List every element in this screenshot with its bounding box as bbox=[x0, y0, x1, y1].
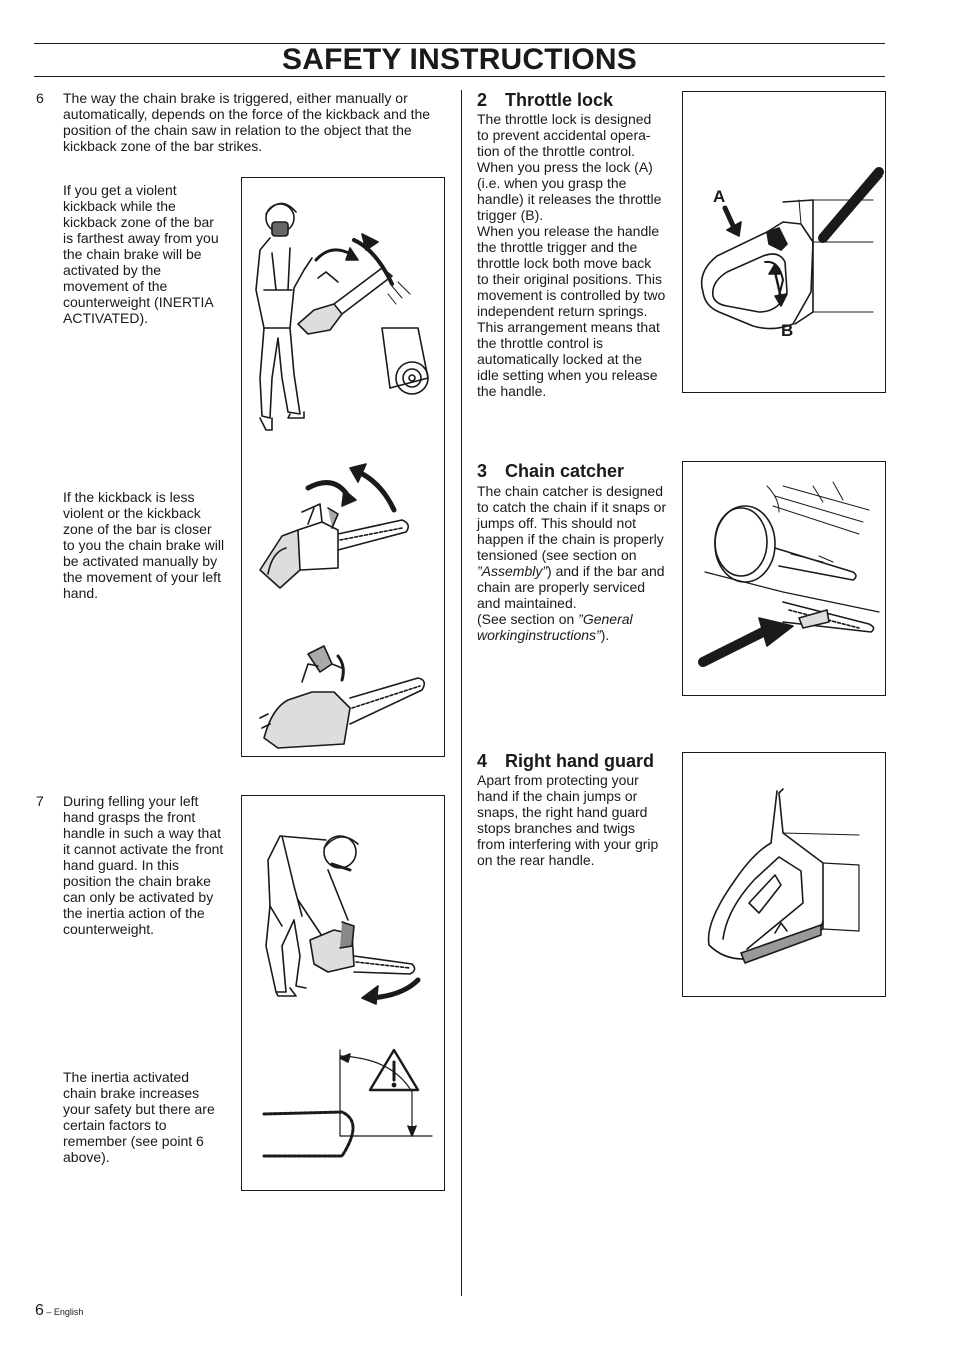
throttle-lock-heading: 2 Throttle lock bbox=[477, 90, 614, 110]
less-violent-kickback-text: If the kickback is less violent or the kickback zone of the bar is closer to you the chain brake will be activated manually by the movement of your left hand. bbox=[63, 489, 225, 601]
felling-illustration bbox=[241, 795, 445, 1191]
right-hand-guard-text: Apart from protecting your hand if the chain jumps or snaps, the right hand guard stops branches and twigs from interfering with your grip on the rear handle. bbox=[477, 772, 659, 868]
page-number: 6 bbox=[35, 1302, 44, 1319]
chain-catcher-drawing bbox=[683, 462, 886, 696]
chain-catcher-heading: 3 Chain catcher bbox=[477, 461, 625, 481]
felling-drawing bbox=[242, 796, 445, 1191]
throttle-lock-text: The throttle lock is designed to prevent accidental opera- tion of the throttle control. When you press the lock (A) (i.e. when you grasp the handle) it releases the throttle trigger (B). When you release the handle the throttle trigger and the throttle lock both move back to their original positions. This movement is controlled by two independent return springs. This arrangement means that the throttle control is automatically locked at the idle setting when you release the handle. bbox=[477, 111, 666, 399]
chain-catcher-text: The chain catcher is designed to catch the chain if it snaps or jumps off. This should not happen if the chain is properly tensioned (see section on ”Assembly”) and if the bar and chain are properly serviced and maintained. (See section on ”General workinginstructions”). bbox=[477, 483, 667, 643]
kickback-illustration bbox=[241, 177, 445, 757]
item-7-number: 7 bbox=[36, 793, 44, 809]
label-b: B bbox=[781, 321, 794, 340]
header-bottom-rule bbox=[34, 76, 885, 77]
inertia-text: The inertia activated chain brake increases your safety but there are certain factors to remember (see point 6 above). bbox=[63, 1069, 215, 1165]
right-hand-guard-heading: 4 Right hand guard bbox=[477, 751, 654, 771]
right-hand-guard-drawing bbox=[683, 753, 886, 997]
page-footer bbox=[35, 1302, 83, 1320]
item-6-number: 6 bbox=[36, 90, 44, 106]
item-6-text: The way the chain brake is triggered, either manually or automatically, depends on the force of the kickback and the position of the chain saw in relation to the object that the kickback zone of the bar strikes. bbox=[63, 90, 431, 154]
chain-catcher-illustration bbox=[682, 461, 886, 696]
violent-kickback-text: If you get a violent kickback while the kickback zone of the bar is farthest away from you the chain brake will be activated by the movement of the counterweight (INERTIA ACTIVATED). bbox=[63, 182, 219, 326]
throttle-lock-drawing bbox=[683, 92, 886, 393]
felling-text: During felling your left hand grasps the front handle in such a way that it cannot activate the front hand guard. In this position the chain brake can only be activated by the inertia action of the counterweight. bbox=[63, 793, 224, 937]
kickback-drawing bbox=[242, 178, 445, 757]
footer-language: – English bbox=[43, 1307, 84, 1317]
page-title: SAFETY INSTRUCTIONS bbox=[282, 43, 637, 76]
column-divider bbox=[461, 90, 462, 1296]
right-hand-guard-illustration bbox=[682, 752, 886, 997]
label-a: A bbox=[713, 187, 726, 206]
throttle-lock-illustration bbox=[682, 91, 886, 393]
